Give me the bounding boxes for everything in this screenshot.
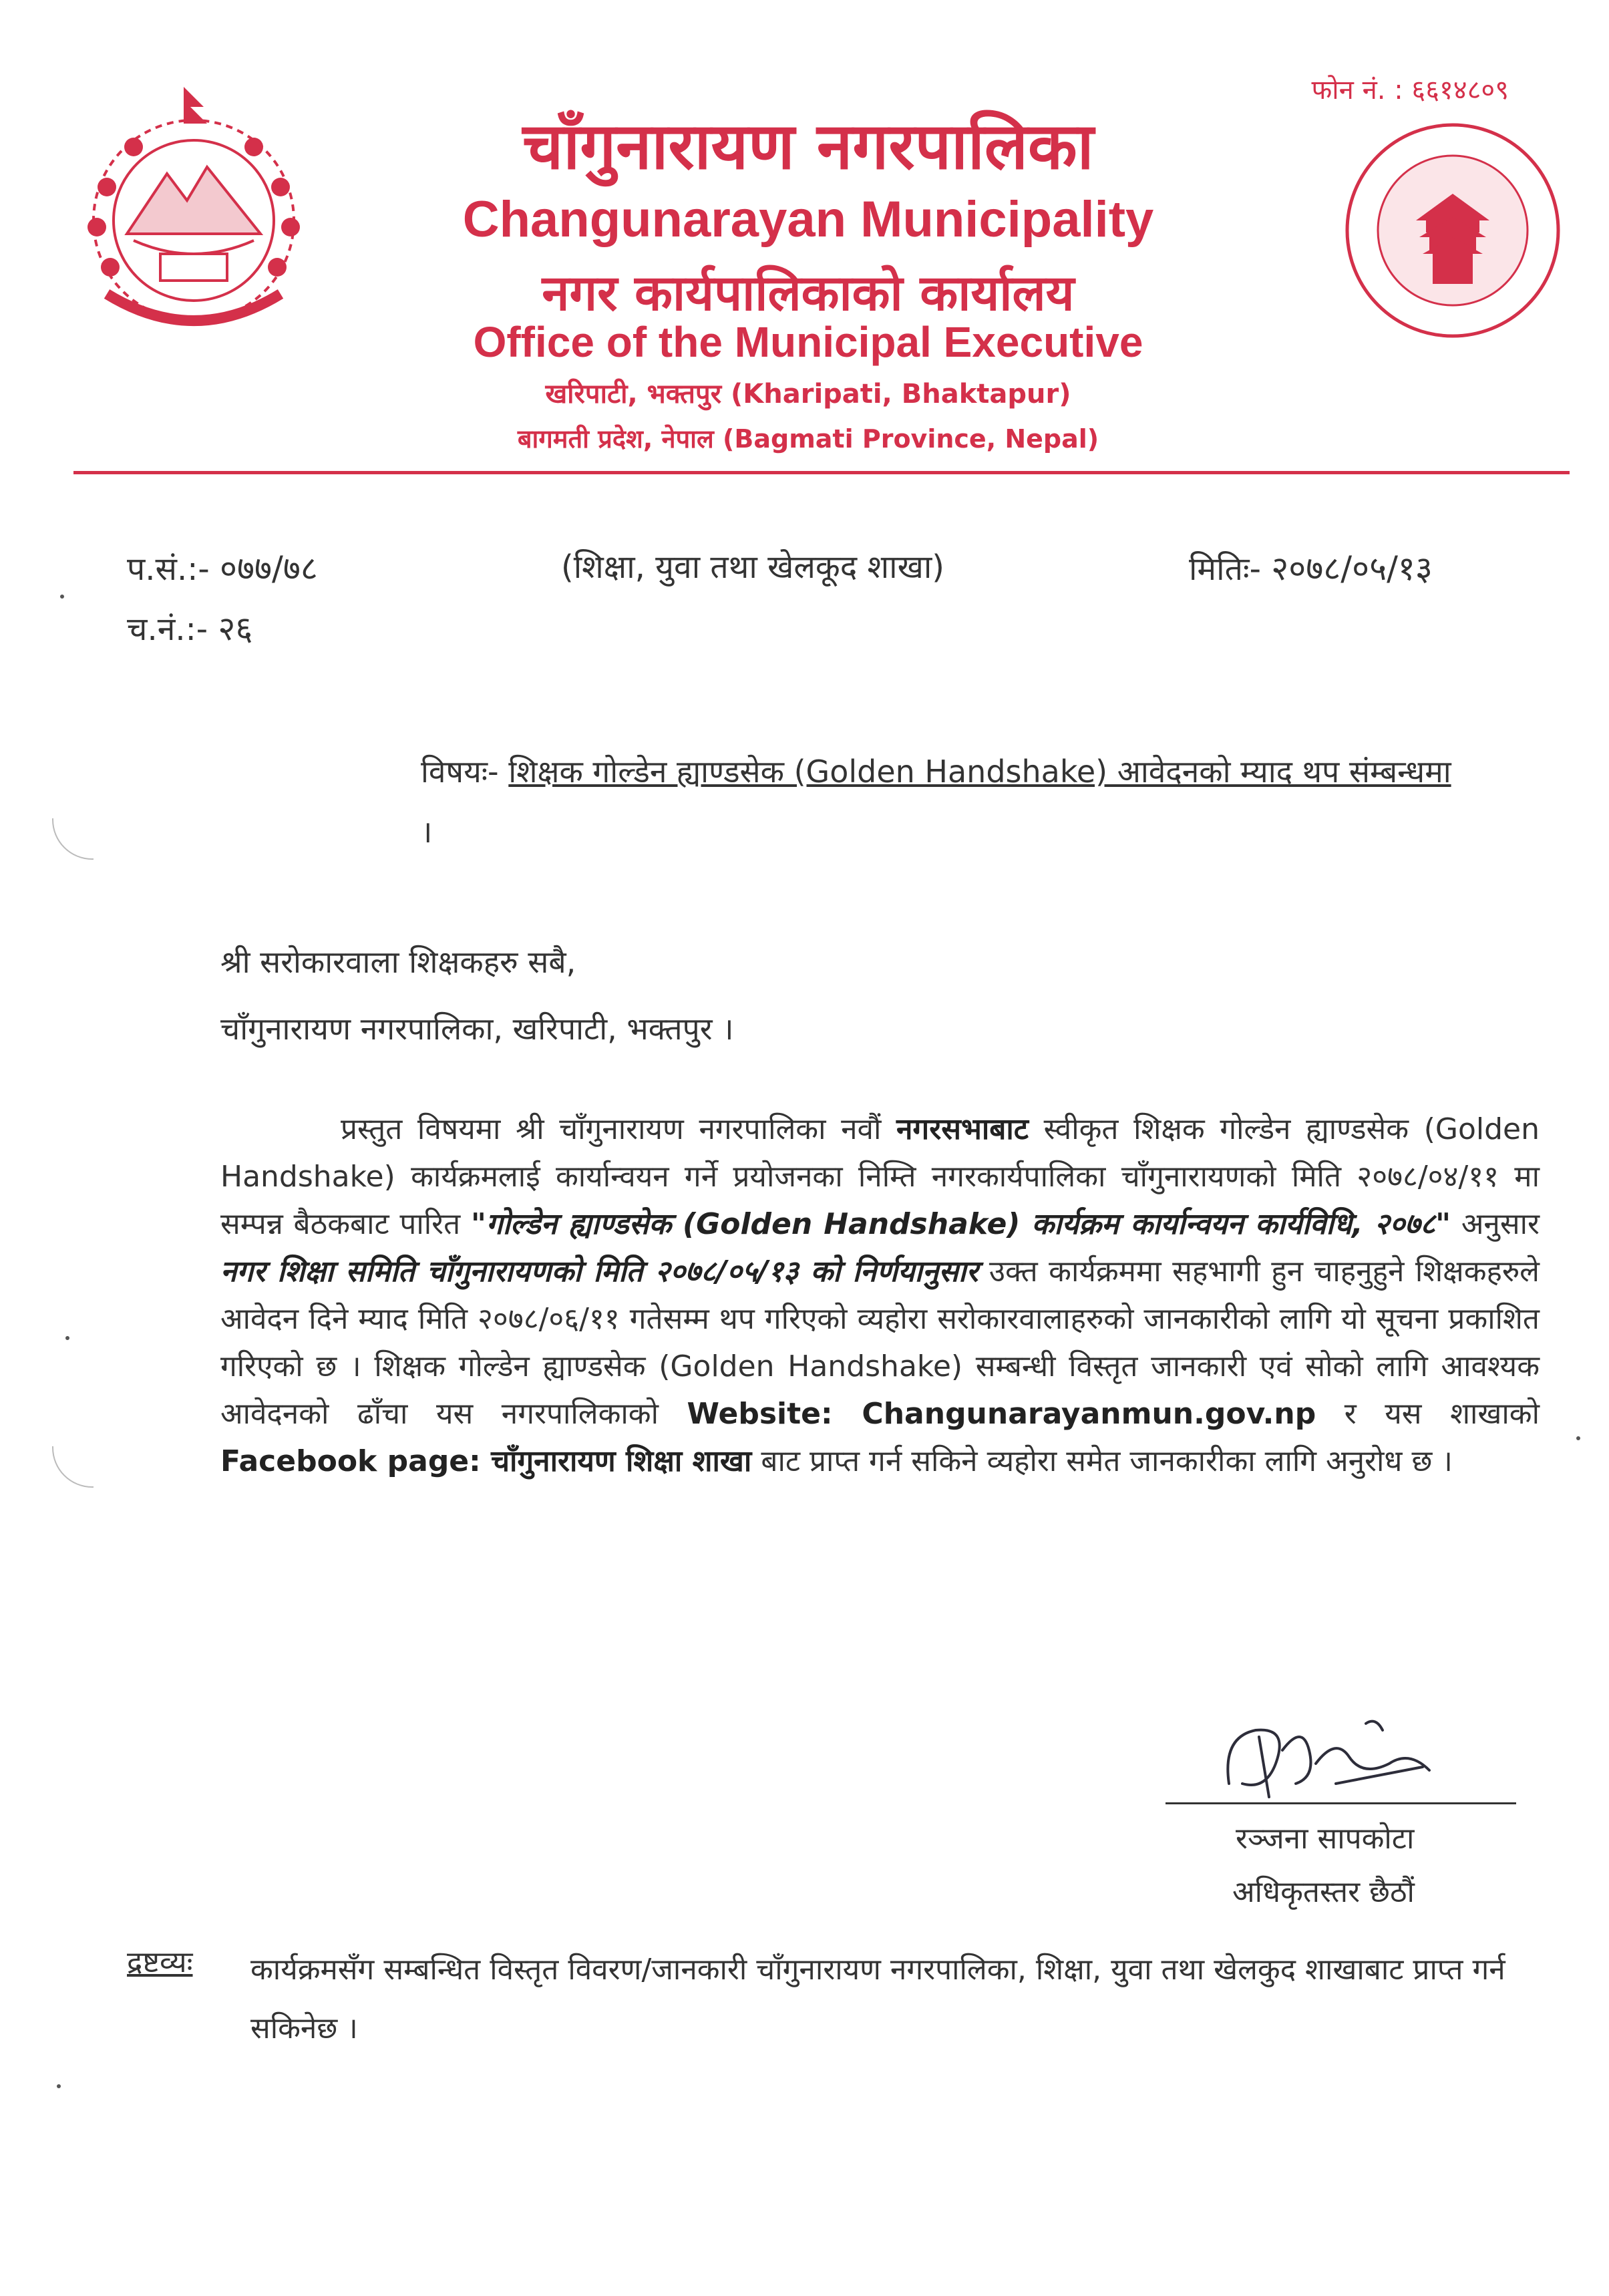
phone-number: फोन नं. : ६६१४८०९ [1311,75,1509,106]
note-label: द्रष्टव्यः [127,1945,193,1979]
cn-value: २६ [218,609,253,648]
office-name-nepali: नगर कार्यपालिकाको कार्यालय [542,265,1075,322]
branch-name: (शिक्षा, युवा तथा खेलकूद शाखा) [561,548,945,586]
header-divider [73,471,1570,474]
nepal-emblem-logo [67,73,321,361]
patra-sankhya [127,544,318,590]
scan-dot [60,595,64,599]
punch-hole-mark [52,818,94,860]
procedure-title: "गोल्डेन ह्याण्डसेक (Golden Handshake) कार्यक्रम कार्यान्वयन कार्यविधि, २०७८" [470,1207,1451,1241]
handwritten-signature [1202,1710,1483,1810]
body-text: प्रस्तुत विषयमा श्री चाँगुनारायण नगरपालिका नवौं [341,1112,882,1146]
body-paragraph [220,1106,1540,1485]
website-link[interactable]: Website: Changunarayanmun.gov.np [687,1397,1316,1431]
subject-label: विषयः- [421,754,499,790]
subject [421,742,1463,862]
date-value: २०७८/०५/१३ [1271,549,1433,588]
address-line-1: खरिपाटी, भक्तपुर (Kharipati, Bhaktapur) [545,379,1071,409]
subject-end: । [421,814,433,850]
municipality-name-nepali: चाँगुनारायण नगरपालिका [522,109,1094,184]
address-line-2: बागमती प्रदेश, नेपाल (Bagmati Province, Nepal) [517,424,1099,454]
body-text: बाट प्राप्त गर्न सकिने व्यहोरा समेत जानकारीका लागि अनुरोध छ । [761,1444,1453,1478]
date-label: मितिः- [1189,550,1261,588]
body-text: अनुसार [1461,1207,1540,1241]
body-text: र यस शाखाको [1344,1397,1540,1431]
signature-line [1166,1802,1516,1804]
committee-decision: नगर शिक्षा समिति चाँगुनारायणको मिति २०७८/०५/१३ को निर्णयानुसार [220,1255,978,1289]
subject-text: शिक्षक गोल्डेन ह्याण्डसेक (Golden Handshake) आवेदनको म्याद थप संम्बन्धमा [508,754,1451,790]
addressee-line-1: श्री सरोकारवाला शिक्षकहरु सबै, [220,944,576,980]
signatory-title: अधिकृतस्तर छैठौं [1232,1875,1415,1909]
scan-dot [57,2084,61,2088]
ps-value: ०७७/७८ [220,549,318,588]
note-text: कार्यक्रमसँग सम्बन्धित विस्तृत विवरण/जानकारी चाँगुनारायण नगरपालिका, शिक्षा, युवा तथा खेलकुद शाखाबाट प्राप्त गर्न सकिनेछ । [250,1953,1505,2045]
municipality-name-english: Changunarayan Municipality [462,191,1154,248]
addressee-line-2: चाँगुनारायण नगरपालिका, खरिपाटी, भक्तपुर । [220,1011,734,1047]
cn-label: च.नं.:- [127,611,208,648]
scan-dot [65,1336,69,1340]
punch-hole-mark [52,1446,94,1488]
facebook-page[interactable]: Facebook page: चाँगुनारायण शिक्षा शाखा [220,1444,752,1478]
ps-label: प.सं.:- [127,550,210,588]
office-name-english: Office of the Municipal Executive [473,318,1143,366]
scan-dot [1576,1436,1580,1440]
addressee [220,929,734,1062]
municipality-seal-logo [1343,120,1563,341]
chalani-number [127,605,252,650]
body-text-bold: नगरसभाबाट [896,1112,1029,1146]
signatory-name: रञ्जना सापकोटा [1236,1822,1415,1856]
body-text: उक्त कार्यक्रममा सहभागी हुन चाहनुहुने शिक्षकहरुले आवेदन दिने म्याद मिति २०७८/०६/११ गतेसम्म थप गरिएको व्यहोरा सरोकारवालाहरुको जानकारीको लागि यो सूचना प्रकाशित गरिएको छ । शिक्षक गोल्डेन ह्याण्डसेक (Golden Handshake) सम्बन्धी विस्तृत जानकारी एवं सोको लागि आवश्यक आवेदनको ढाँचा यस नगरपालिकाको [220,1255,1540,1431]
body-text: स्वीकृत शिक्षक गोल्डेन ह्याण्डसेक (Golden Handshake) कार्यक्रमलाई कार्यान्वयन गर्ने प्रयोजनका निम्ति नगरकार्यपालिका चाँगुनारायणको मिति २०७८/०४/११ मा सम्पन्न बैठकबाट पारित [220,1112,1540,1241]
letter-date [1189,544,1433,590]
